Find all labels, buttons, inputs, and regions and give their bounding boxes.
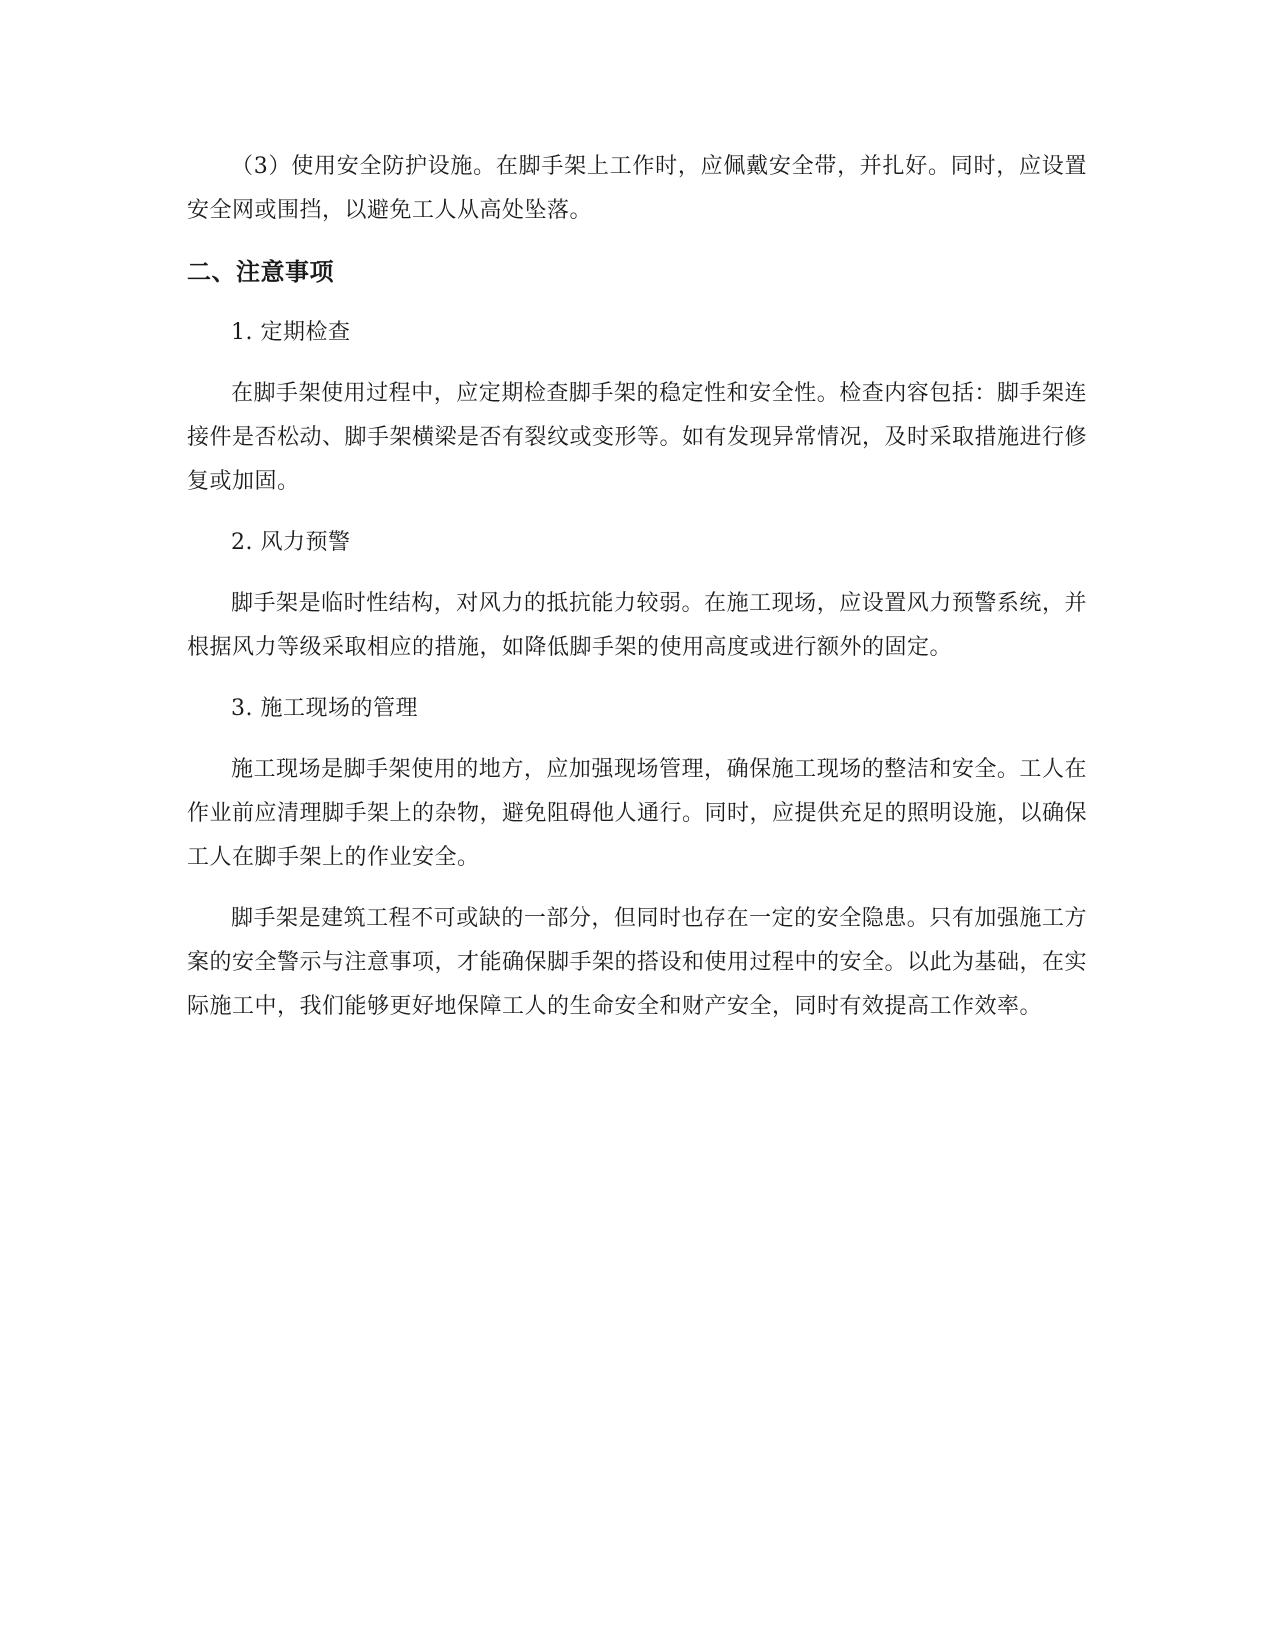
item-body-site-management: 施工现场是脚手架使用的地方，应加强现场管理，确保施工现场的整洁和安全。工人在作业前应清理脚手架上的杂物，避免阻碍他人通行。同时，应提供充足的照明设施，以确保工人在脚手架上的作业安全。 [187,757,1088,870]
intro-paragraph: （3）使用安全防护设施。在脚手架上工作时，应佩戴安全带，并扎好。同时，应设置安全网或围挡，以避免工人从高处坠落。 [187,154,1087,223]
document-page [187,145,1087,1046]
section-heading: 二、注意事项 [187,258,334,286]
item-body-wind-warning: 脚手架是临时性结构，对风力的抵抗能力较弱。在施工现场，应设置风力预警系统，并根据风力等级采取相应的措施，如降低脚手架的使用高度或进行额外的固定。 [187,591,1087,660]
item-title-wind-warning: 2. 风力预警 [231,530,351,555]
item-title-site-management: 3. 施工现场的管理 [231,696,418,721]
conclusion-paragraph: 脚手架是建筑工程不可或缺的一部分，但同时也存在一定的安全隐患。只有加强施工方案的安全警示与注意事项，才能确保脚手架的搭设和使用过程中的安全。以此为基础，在实际施工中，我们能够更好地保障工人的生命安全和财产安全，同时有效提高工作效率。 [187,906,1088,1019]
item-title-regular-inspection: 1. 定期检查 [231,320,351,345]
item-body-regular-inspection: 在脚手架使用过程中，应定期检查脚手架的稳定性和安全性。检查内容包括：脚手架连接件是否松动、脚手架横梁是否有裂纹或变形等。如有发现异常情况，及时采取措施进行修复或加固。 [187,381,1088,494]
